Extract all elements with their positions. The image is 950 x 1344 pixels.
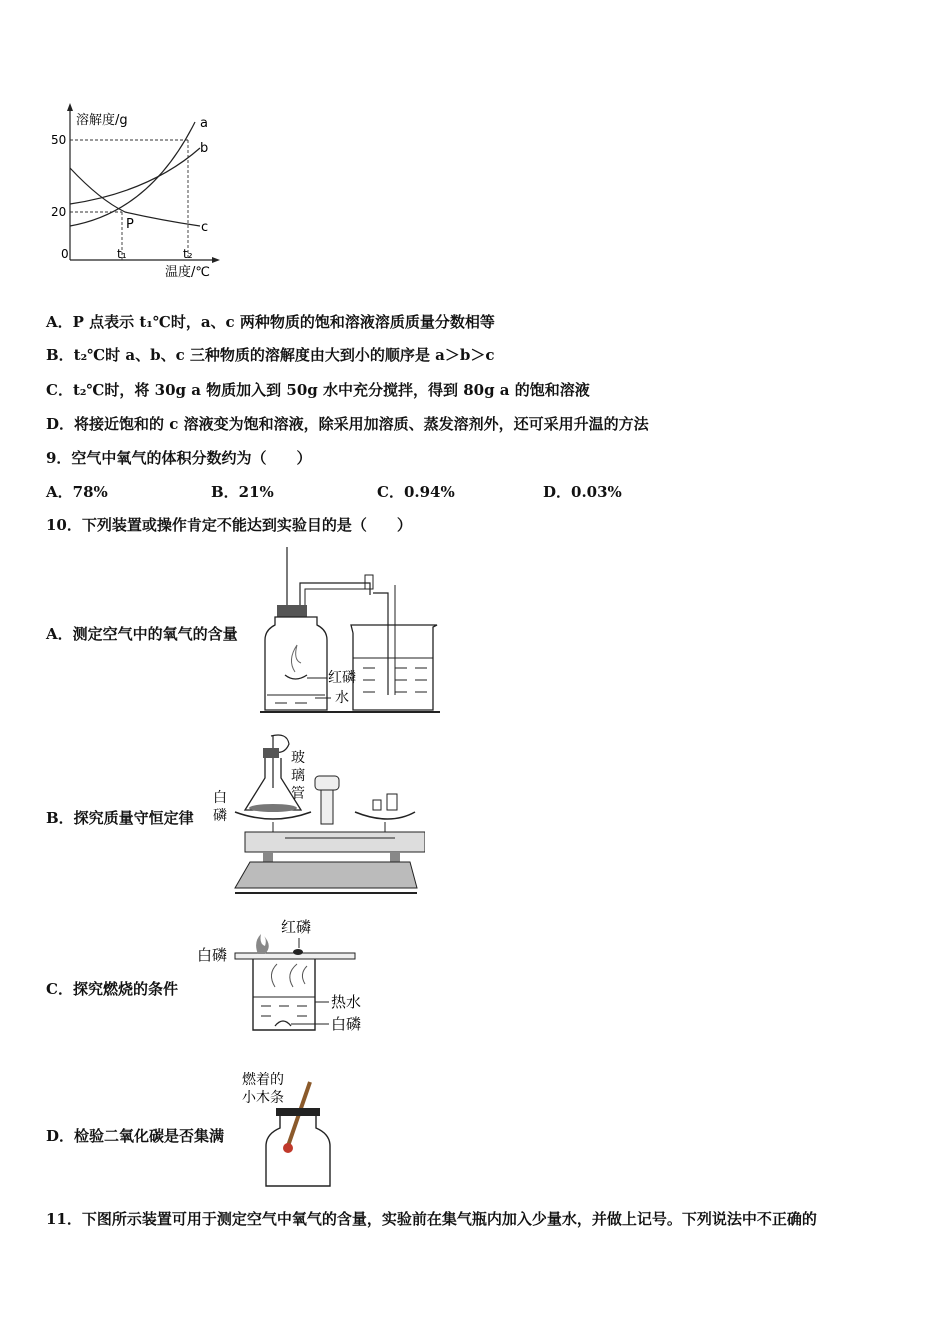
x-axis-arrow [212,257,220,263]
label-glass-tube-1: 玻 [291,750,305,766]
point-p-label: P [126,217,134,232]
q9-stem: 9．空气中氧气的体积分数约为（ ） [46,449,312,467]
origin-label: 0 [61,247,69,261]
label-hot-water: 热水 [331,993,362,1011]
tick-t1: t₁ [117,247,127,261]
label-white-p-2: 磷 [213,808,227,824]
solubility-chart [40,100,230,285]
curve-c [70,168,200,226]
q9-option-a: A．78% [46,483,108,501]
q8-option-a: A．P 点表示 t₁℃时，a、c 两种物质的饱和溶液溶质质量分数相等 [46,313,495,331]
label-red-phosphorus: 红磷 [328,670,356,686]
label-water: 水 [335,690,349,706]
y-axis-arrow [67,103,73,111]
apparatus-b [205,728,425,898]
q10-stem: 10．下列装置或操作肯定不能达到实验目的是（ ） [46,516,412,534]
apparatus-c [195,912,385,1037]
label-white-p-bottom: 白磷 [331,1015,362,1033]
x-axis-label: 温度/℃ [165,265,210,280]
tick-20: 20 [51,205,67,219]
apparatus-d [238,1068,348,1193]
q10-option-c: C．探究燃烧的条件 [46,980,178,998]
q10-option-d: D．检验二氧化碳是否集满 [46,1127,225,1145]
q9-option-d: D．0.03% [543,483,622,501]
q8-option-b: B．t₂℃时 a、b、c 三种物质的溶解度由大到小的顺序是 a＞b＞c [46,346,495,364]
label-white-p-top: 白磷 [197,946,228,964]
label-burning-2: 小木条 [242,1090,284,1106]
q10-option-a: A．测定空气中的氧气的含量 [46,625,238,643]
label-glass-tube-3: 管 [291,786,305,802]
label-glass-tube-2: 璃 [291,768,305,784]
q9-option-b: B．21% [211,483,274,501]
tick-50: 50 [51,133,67,147]
tick-t2: t₂ [183,247,193,261]
curve-b [70,148,200,204]
q8-option-c: C．t₂℃时，将 30g a 物质加入到 50g 水中充分搅拌，得到 80g a 的饱和溶液 [46,381,590,399]
label-white-p-1: 白 [213,790,227,806]
curve-a [70,122,195,226]
label-burning-1: 燃着的 [242,1072,284,1088]
series-c-label: c [201,220,209,235]
q10-option-b: B．探究质量守恒定律 [46,809,194,827]
label-red-p: 红磷 [281,918,312,936]
q11-stem: 11．下图所示装置可用于测定空气中氧气的含量，实验前在集气瓶内加入少量水，并做上记号。下列说法中不正确的 [46,1210,817,1228]
q9-option-c: C．0.94% [377,483,455,501]
series-a-label: a [200,116,208,131]
apparatus-a [255,545,445,717]
series-b-label: b [200,141,209,156]
y-axis-label: 溶解度/g [76,113,128,128]
q8-option-d: D．将接近饱和的 c 溶液变为饱和溶液，除采用加溶质、蒸发溶剂外，还可采用升温的方法 [46,415,649,433]
